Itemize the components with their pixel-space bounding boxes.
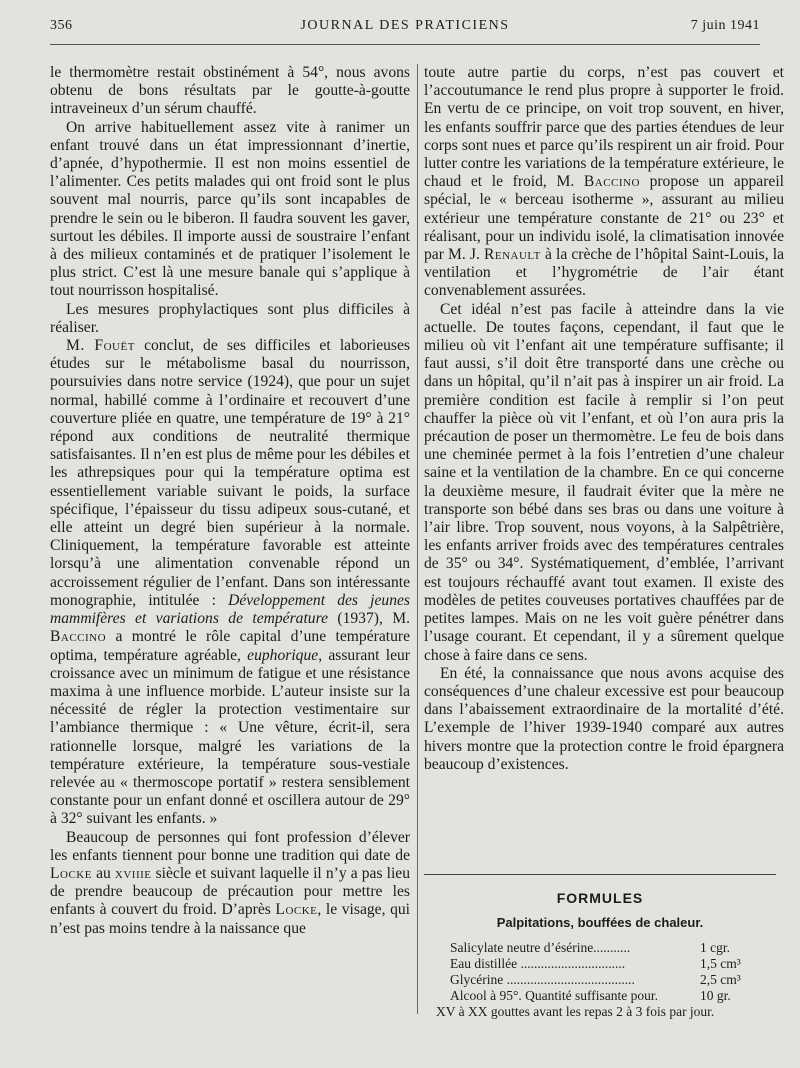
formules-rule — [424, 874, 776, 875]
paragraph: Les mesures prophylactiques sont plus difficiles à réaliser. — [50, 300, 410, 336]
quantity: 10 gr. — [700, 988, 731, 1003]
author-name: Locke — [275, 901, 318, 919]
page-header — [50, 18, 760, 40]
prescription — [436, 940, 770, 1019]
prescription-row — [450, 988, 770, 1004]
paragraph: Cet idéal n’est pas facile à atteindre dans la vie actuelle. De toutes façons, cependant, il faut que le milieu où vit l’enfant ait une température suffisante; il faut aussi, s’il doit être transporté dans une crèche ou dans un hôpital, qu’il n’ait pas à inspirer un air froid. La première condition est facile à remplir si l’on peut chauffer la pièce où vit l’enfant, et où l’on aura pris la précaution de poser un thermomètre. Le feu de bois dans une cheminée permet à la fois l’entretien d’une chaleur saine et la ventilation de la chambre. En ce qui concerne la deuxième mesure, il faudrait éviter que la mère ne transporte son bébé dans ses bras ou dans une voiture à l’air libre. Trop souvent, nous voyons, à la Salpêtrière, les enfants arriver froids avec des températures centrales de 35° ou 34°. Systématiquement, d’emblée, l’arrivant est toujours réchauffé avant tout examen. Il existe des modèles de petites couveuses portatives chauffées par de petites lampes. Mais on ne les voit guère pénétrer dans l’usage courant. Et cependant, il y a sûrement quelque chose à faire dans ce sens. — [424, 300, 784, 664]
paragraph: On arrive habituellement assez vite à ranimer un enfant trouvé dans un état impressionnant d’inertie, d’apnée, d’hypothermie. Il est non moins essentiel de l’alimenter. Ces petits malades qui ont froid sont le plus souvent mal nourris, parce qu’ils sont incapables de prendre le sein ou le biberon. Il faudra souvent les gaver, surtout les débiles. Il importe aussi de soustraire l’enfant à des milieux contaminés et de pratiquer l’isolement le plus strict. C’est là une mesure banale qui s’applique à tout nourrisson hospitalisé. — [50, 118, 410, 300]
paragraph: En été, la connaissance que nous avons acquise des conséquences d’une chaleur excessive est pour beaucoup dans l’abaissement extraordinaire de la mortalité d’été. L’exemple de l’hiver 1939-1940 comparé aux autres hivers montre que la protection contre le froid épargnera beaucoup d’existences. — [424, 664, 784, 773]
prescription-row — [450, 940, 770, 956]
column-divider — [417, 64, 418, 1014]
ingredient: Glycérine ...................................... — [450, 972, 635, 987]
issue-date: 7 juin 1941 — [690, 18, 760, 33]
monograph-title: Développement des jeunes mammifères et variations de température — [50, 591, 410, 628]
quantity: 1 cgr. — [700, 940, 730, 955]
paragraph: Beaucoup de personnes qui font profession d’élever les enfants tiennent pour bonne une tradition qui date de Locke au xviiie siècle et suivant laquelle il n’y a pas lieu de prendre beaucoup de précaution pour mettre les enfants à couvert du froid. D’après Locke, le visage, qui n’est pas moins tendre à la naissance que — [50, 828, 411, 937]
emphasis: euphorique — [247, 646, 319, 664]
century: xviiie — [114, 864, 152, 882]
quantity: 1,5 cm³ — [700, 956, 741, 971]
author-name: Locke — [50, 864, 92, 882]
formules-title: FORMULES — [556, 890, 644, 906]
page-number: 356 — [50, 18, 73, 33]
author-name: M. Fouët — [66, 337, 135, 355]
right-column — [424, 64, 784, 774]
paragraph: M. Fouët conclut, de ses difficiles et laborieuses études sur le métabolisme basal du nourrisson, poursuivies dans notre service (1924), que pour un sujet normal, habillé comme à l’ordinaire et recouvert d’une couverture pliée en quatre, une température de 19° à 21° répond aux conditions de neutralité thermique satisfaisantes. Il n’en est plus de même pour les débiles et les athrepsiques pour qui la température optima est essentiellement variable suivant le poids, la surface spécifique, l’épaisseur du tissu adipeux sous-cutané, et elle atteint un degré bien supérieur à la normale. Cliniquement, la température favorable est atteinte lorsqu’à une alimentation convenable répond un accroissement régulier de l’enfant. Dans son intéressante monographie, intitulée : Développement des jeunes mammifères et variations de température (1937), M. Baccino a montré le rôle capital d’une température optima, température agréable, euphorique, assurant leur croissance avec un minimum de fatigue et une résistance maxima à une influence morbide. L’auteur insiste sur la nécessité de régler la protection vestimentaire sur l’ambiance thermique : « Une vêture, écrit-il, sera rationnelle lorsque, malgré les variations de la température extérieure, la température sous-vestiale relevée au « thermoscope portatif » restera sensiblement constante pour un enfant donné et oscillera autour de 29° à 32° suivant les enfants. » — [50, 337, 410, 828]
prescription-row — [450, 956, 770, 972]
dosage-instruction: XV à XX gouttes avant les repas 2 à 3 fois par jour. — [436, 1004, 715, 1019]
journal-title: JOURNAL DES PRATICIENS — [300, 18, 510, 33]
ingredient: Alcool à 95°. Quantité suffisante pour. — [450, 988, 658, 1003]
ingredient: Salicylate neutre d’ésérine........... — [450, 940, 631, 955]
author-name: Renault — [483, 246, 541, 264]
prescription-row — [450, 972, 770, 988]
formules-subtitle: Palpitations, bouffées de chaleur. — [496, 915, 704, 930]
author-name: Baccino — [50, 628, 107, 646]
paragraph: toute autre partie du corps, n’est pas couvert et l’accoutumance le rend plus propre à supporter le froid. En vertu de ce principe, on voit trop souvent, en hiver, les enfants souffrir parce que des parties étendues de leur corps sont nues et parce qu’ils respirent un air froid. Pour lutter contre les variations de la température extérieure, le chaud et le froid, M. Baccino propose un appareil spécial, le « berceau isotherme », assurant au milieu extérieur une température constante de 21° ou 23° et réalisant, pour un individu isolé, la climatisation innovée par M. J. Renault à la crèche de l’hôpital Saint-Louis, la ventilation et l’hygrométrie de l’air étant convenablement assurées. — [424, 64, 784, 300]
quantity: 2,5 cm³ — [700, 972, 741, 987]
ingredient: Eau distillée ............................... — [450, 956, 626, 971]
author-name: Baccino — [583, 173, 640, 191]
left-column — [50, 64, 410, 938]
paragraph: le thermomètre restait obstinément à 54°, nous avons obtenu de bons résultats par le goutte-à-goutte intraveineux d’un sérum chauffé. — [50, 64, 410, 118]
header-rule — [50, 44, 760, 45]
